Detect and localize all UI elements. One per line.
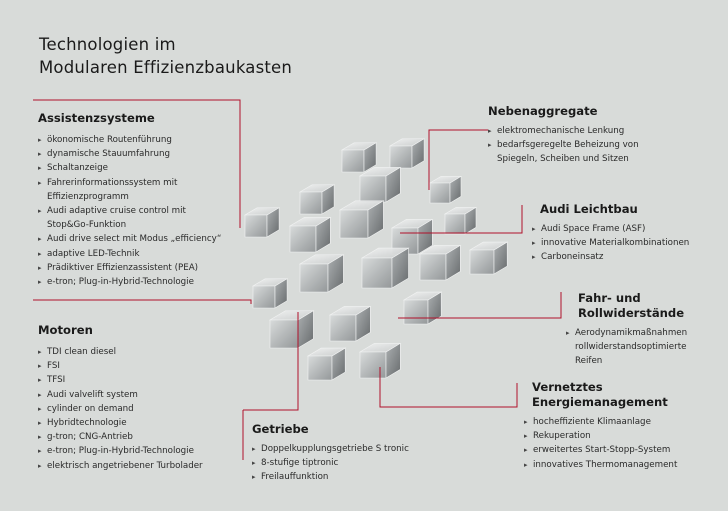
glass-cube	[290, 217, 330, 252]
list-item: Spiegeln, Scheiben und Sitzen	[497, 154, 629, 165]
list-item: ▸ e-tron; Plug-in-Hybrid-Technologie	[38, 444, 203, 458]
section-leichtbau	[532, 202, 689, 265]
nebenaggregate-list	[488, 124, 639, 167]
vernetzt-heading-1: Vernetztes	[532, 380, 603, 394]
list-item: Effizienzprogramm	[47, 191, 129, 202]
glass-cube	[245, 208, 279, 237]
section-fahrwiderstand	[566, 291, 687, 369]
section-motoren	[38, 323, 203, 473]
list-item: rollwiderstandsoptimierte	[575, 342, 687, 353]
list-item: ▸ g-tron; CNG-Antrieb	[38, 430, 203, 444]
motoren-list	[38, 345, 203, 473]
glass-cube	[300, 185, 334, 214]
list-item: ▸ bedarfsgeregelte Beheizung von	[488, 138, 639, 152]
list-item: ▸ innovatives Thermomanagement	[524, 458, 677, 472]
glass-cube	[360, 167, 400, 202]
leichtbau-heading: Audi Leichtbau	[540, 202, 638, 216]
assistenz-list	[38, 133, 221, 289]
list-item: ▸ TFSI	[38, 373, 203, 387]
glass-cube	[362, 248, 409, 288]
section-assistenzsysteme	[38, 111, 221, 289]
list-item: ▸ FSI	[38, 359, 203, 373]
list-item: ▸ elektrisch angetriebener Turbolader	[38, 459, 203, 473]
glass-cube	[342, 143, 376, 172]
list-item: ▸ Hybridtechnologie	[38, 416, 203, 430]
motoren-heading: Motoren	[38, 323, 93, 337]
glass-cube	[270, 311, 313, 348]
nebenaggregate-heading: Nebenaggregate	[488, 104, 598, 118]
list-item: ▸ hocheffiziente Klimaanlage	[524, 415, 677, 429]
title-line-2: Modularen Effizienzbaukasten	[39, 58, 293, 77]
list-item: ▸ Schaltanzeige	[38, 161, 221, 175]
list-item: ▸ Rekuperation	[524, 429, 677, 443]
fahrwiderstand-heading-2: Rollwiderstände	[578, 306, 685, 320]
connector-motoren	[33, 300, 251, 304]
list-item: Stop&Go-Funktion	[47, 220, 127, 231]
glass-cube	[420, 245, 460, 280]
list-item: ▸ e-tron; Plug-in-Hybrid-Technologie	[38, 275, 221, 289]
list-item: Reifen	[575, 356, 603, 367]
vernetzt-heading-2: Energiemanagement	[532, 395, 668, 409]
title-line-1: Technologien im	[39, 35, 176, 54]
list-item: ▸ Audi Space Frame (ASF)	[532, 222, 689, 236]
list-item: ▸ Audi valvelift system	[38, 388, 203, 402]
list-item: ▸ adaptive LED-Technik	[38, 247, 221, 261]
section-vernetzt	[524, 380, 677, 472]
assistenz-heading: Assistenzsysteme	[38, 111, 155, 125]
glass-cube	[390, 139, 424, 168]
glass-cube	[470, 242, 507, 274]
list-item: ▸ elektromechanische Lenkung	[488, 124, 639, 138]
fahrwiderstand-heading-1: Fahr- und	[578, 291, 641, 305]
fahrwiderstand-list	[566, 326, 687, 369]
glass-cube	[308, 348, 345, 380]
list-item: ▸ cylinder on demand	[38, 402, 203, 416]
getriebe-heading: Getriebe	[252, 422, 309, 436]
leichtbau-list	[532, 222, 689, 265]
list-item: ▸ Doppelkupplungsgetriebe S tronic	[252, 442, 409, 456]
list-item: ▸ 8-stufige tiptronic	[252, 456, 409, 470]
getriebe-list	[252, 442, 409, 485]
list-item: ▸ Freilauffunktion	[252, 470, 409, 484]
glass-cube	[253, 279, 287, 308]
glass-cube	[300, 255, 343, 292]
list-item: ▸ erweitertes Start-Stopp-System	[524, 443, 677, 457]
list-item: ▸ ökonomische Routenführung	[38, 133, 221, 147]
list-item: ▸ dynamische Stauumfahrung	[38, 147, 221, 161]
list-item: ▸ Audi drive select mit Modus „efficiency“	[38, 232, 221, 246]
list-item: ▸ Carboneinsatz	[532, 250, 689, 264]
list-item: ▸ Aerodynamikmaßnahmen	[566, 326, 687, 340]
list-item: ▸ Fahrerinformationssystem mit	[38, 176, 221, 190]
list-item: ▸ TDI clean diesel	[38, 345, 203, 359]
section-getriebe	[252, 422, 409, 485]
glass-cube	[340, 201, 383, 238]
vernetzt-list	[524, 415, 677, 472]
section-nebenaggregate	[488, 104, 639, 167]
glass-cube	[404, 292, 441, 324]
list-item: ▸ Prädiktiver Effizienzassistent (PEA)	[38, 261, 221, 275]
glass-cube	[430, 176, 461, 203]
page-title	[39, 33, 292, 79]
list-item: ▸ innovative Materialkombinationen	[532, 236, 689, 250]
glass-cube	[445, 207, 476, 234]
list-item: ▸ Audi adaptive cruise control mit	[38, 204, 221, 218]
glass-cube	[330, 306, 370, 341]
connector-vernetzt	[380, 367, 517, 407]
